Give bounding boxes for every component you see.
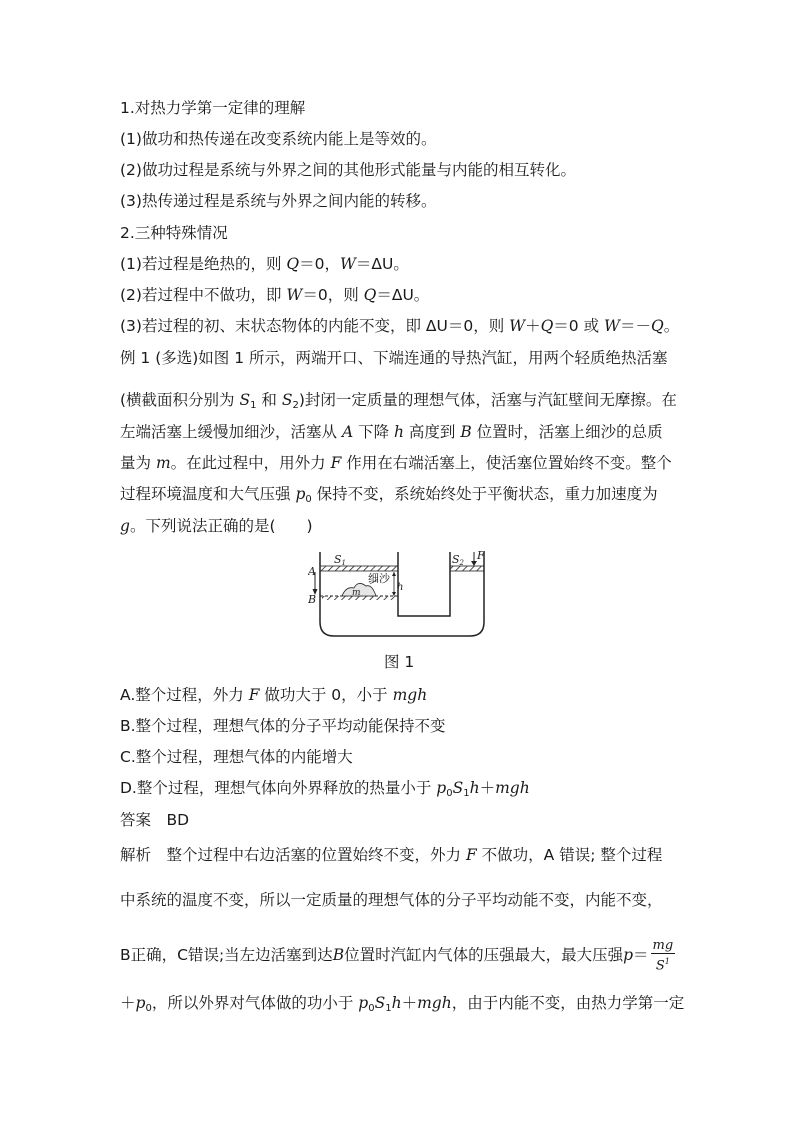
option-c: C.整个过程，理想气体的内能增大	[120, 748, 353, 766]
label-sand: 细沙	[368, 572, 390, 585]
section2-item-1: (1)若过程是绝热的，则 Q＝0，W＝ΔU。	[120, 255, 409, 273]
example-line-2: (横截面积分别为 $S_1$ 和 $S_2$)封闭一定质量的理想气体，活塞与汽缸壁间无摩擦。在	[120, 391, 677, 411]
analysis-line-1: 解析 整个过程中右边活塞的位置始终不变，外力 F 不做功，A 错误; 整个过程	[120, 846, 663, 864]
option-d: D.整个过程，理想气体向外界释放的热量小于 $p_0S_1h+mgh$	[120, 779, 530, 799]
figure-caption: 图 1	[384, 653, 415, 671]
cylinder-inner-wall	[398, 552, 450, 616]
label-m: m	[352, 588, 361, 598]
option-a: A.整个过程，外力 F 做功大于 0，小于 mgh	[120, 686, 428, 704]
label-s1: S1	[334, 553, 347, 567]
label-s2: S2	[452, 553, 465, 567]
height-marker-top	[392, 572, 396, 576]
cylinder-figure	[308, 548, 488, 644]
example-line-4: 量为 m。在此过程中，用外力 F 作用在右端活塞上，使活塞位置始终不变。整个	[120, 454, 672, 472]
example-line-5: 过程环境温度和大气压强 $p_0$ 保持不变，系统始终处于平衡状态，重力加速度为	[120, 485, 658, 505]
pressure-fraction: $\frac{mg}{S^1}$	[652, 938, 674, 974]
section1-item-3: (3)热传递过程是系统与外界之间内能的转移。	[120, 192, 437, 210]
section2-item-2: (2)若过程中不做功，即 W＝0，则 Q＝ΔU。	[120, 286, 430, 304]
height-marker-bottom	[392, 592, 396, 596]
example-line-1: 例 1 (多选)如图 1 所示，两端开口、下端连通的导热汽缸，用两个轻质绝热活塞	[120, 349, 668, 367]
section1-item-2: (2)做功过程是系统与外界之间的其他形式能量与内能的相互转化。	[120, 161, 576, 179]
label-f: F	[477, 549, 485, 562]
analysis-label: 解析	[120, 846, 152, 864]
label-h: h	[397, 582, 404, 593]
answer-label: 答案	[120, 811, 152, 829]
section1-item-1: (1)做功和热传递在改变系统内能上是等效的。	[120, 130, 437, 148]
label-a: A	[308, 565, 316, 578]
analysis-line-4: $+p_0$，所以外界对气体做的功小于 $p_0S_1h+mgh$，由于内能不变，由热力学第一定	[120, 994, 685, 1014]
analysis-line-2: 中系统的温度不变，所以一定质量的理想气体的分子平均动能不变，内能不变，	[120, 891, 663, 909]
section1-title: 1.对热力学第一定律的理解	[120, 99, 306, 117]
example-line-6: g。下列说法正确的是( )	[120, 517, 313, 535]
left-piston-a	[320, 566, 398, 571]
example-line-3: 左端活塞上缓慢加细沙，活塞从 A 下降 h 高度到 B 位置时，活塞上细沙的总质	[120, 423, 663, 441]
option-b: B.整个过程，理想气体的分子平均动能保持不变	[120, 717, 446, 735]
section2-title: 2.三种特殊情况	[120, 224, 228, 242]
answer-line	[120, 810, 680, 830]
answer-value: BD	[166, 811, 190, 829]
analysis-line-3: B正确，C错误;当左边活塞到达B位置时汽缸内气体的压强最大，最大压强p＝ $\frac{mg}{S^1}$	[120, 938, 674, 974]
section2-item-3: (3)若过程的初、末状态物体的内能不变，即 ΔU＝0，则 W＋Q＝0 或 W＝－Q。	[120, 317, 680, 335]
right-piston	[450, 566, 484, 571]
label-b: B	[308, 593, 317, 606]
